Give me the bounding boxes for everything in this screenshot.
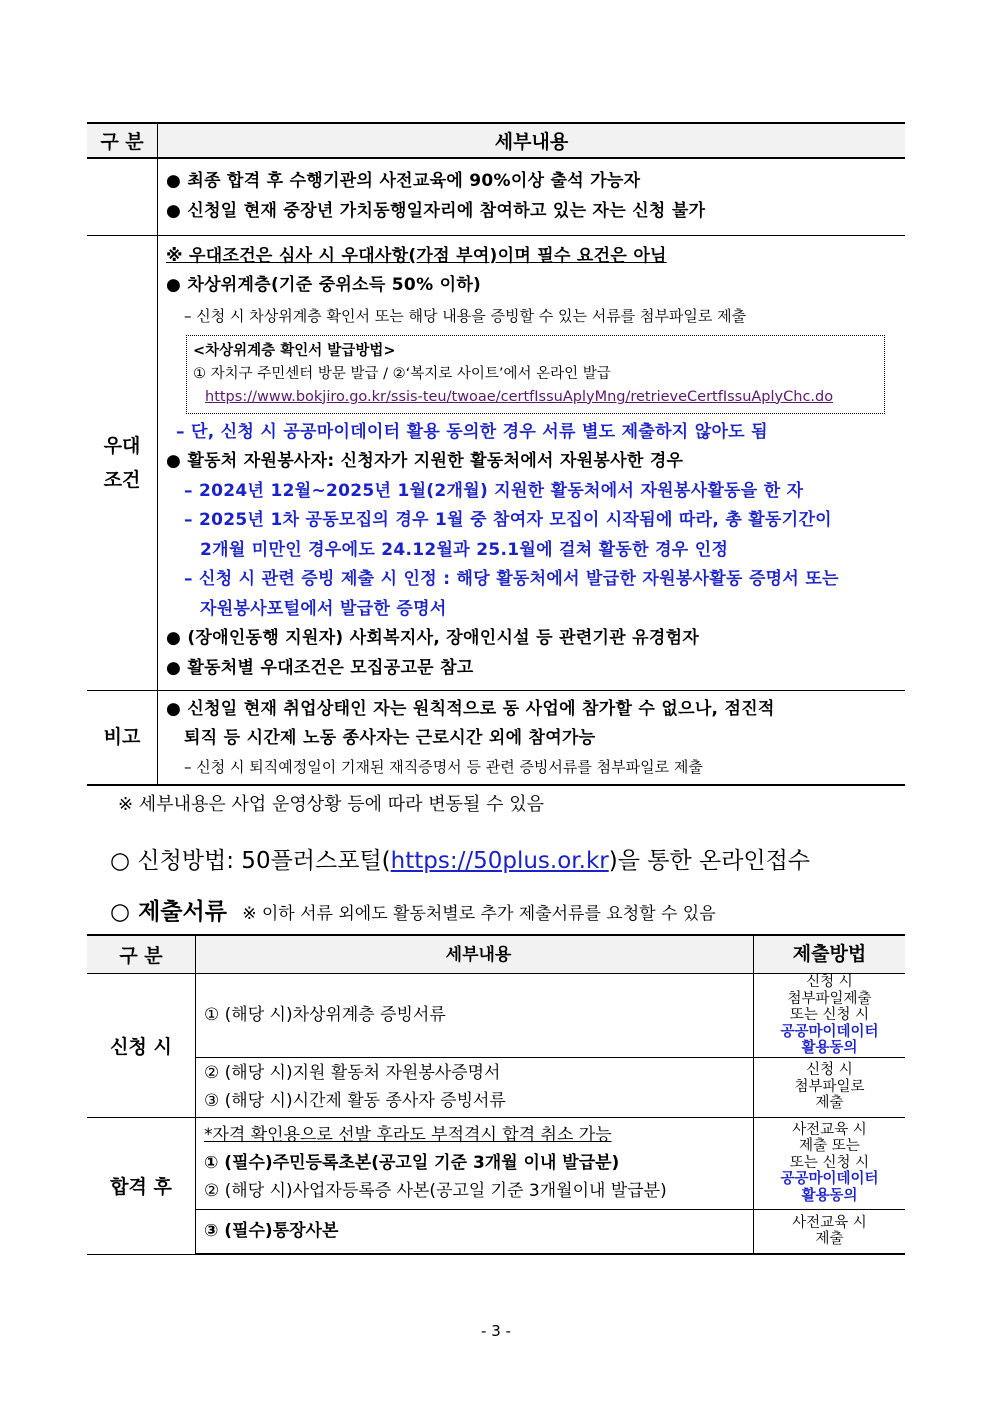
remark-sub: – 신청 시 퇴직예정일이 기재된 재직증명서 등 관련 증빙서류를 첨부파일로 제출 — [184, 757, 703, 776]
volunteer-sub: – 2024년 12월~2025년 1월(2개월) 지원한 활동처에서 자원봉사활동을 한 자 — [184, 480, 804, 501]
pref-disability: (장애인동행 지원자) 사회복지사, 장애인시설 등 관련기관 유경험자 — [187, 628, 700, 649]
docs-heading: ○ 제출서류 ※ 이하 서류 외에도 활동처별로 추가 제출서류를 요청할 수 있음 — [110, 899, 716, 925]
preference-note: ※ 우대조건은 심사 시 우대사항(가점 부여)이며 필수 요건은 아님 — [166, 245, 667, 266]
method-cell: 신청 시 첨부파일제출 또는 신청 시 공공마이데이터 활용동의 — [754, 974, 906, 1058]
pref-low-income: 차상위계층(기준 중위소득 50% 이하) — [187, 275, 482, 296]
pref-volunteer: 활동처 자원봉사자: 신청자가 지원한 활동처에서 자원봉사한 경우 — [187, 451, 684, 472]
remark-1-cont: 퇴직 등 시간제 노동 종사자는 근로시간 외에 참여가능 — [184, 728, 596, 749]
issuance-box — [186, 335, 885, 414]
preference-label: 우대 조건 — [87, 235, 158, 690]
mydata-note: – 단, 신청 시 공공마이데이터 활용 동의한 경우 서류 별도 제출하지 않아도 됨 — [176, 421, 768, 442]
pref-low-income-sub: – 신청 시 차상위계층 확인서 또는 해당 내용을 증빙할 수 있는 서류를 첨부파일로 제출 — [184, 306, 747, 325]
remarks-label: 비고 — [87, 690, 158, 785]
volunteer-sub: 2개월 미만인 경우에도 24.12월과 25.1월에 걸쳐 활동한 경우 인정 — [200, 539, 729, 560]
col-header-category: 구 분 — [87, 123, 158, 158]
section-on-apply: 신청 시 — [87, 974, 196, 1118]
apply-method: ○ 신청방법: 50플러스포털(https://50plus.or.kr)을 통한 온라인접수 — [110, 848, 811, 874]
col-header-details: 세부내용 — [196, 935, 754, 974]
col-header-method: 제출방법 — [754, 935, 906, 974]
doc-item: ② (해당 시)지원 활동처 자원봉사증명서 — [204, 1063, 501, 1083]
doc-item: ① (해당 시)차상위계층 증빙서류 — [196, 974, 754, 1058]
volunteer-sub: – 신청 시 관련 증빙 제출 시 인정 : 해당 활동처에서 발급한 자원봉사활동 증명서 또는 — [184, 569, 839, 590]
col-header-details: 세부내용 — [158, 123, 906, 158]
box-title: <차상위계층 확인서 발급방법> — [193, 342, 396, 359]
box-line: ① 자치구 주민센터 방문 발급 / ②‘복지로 사이트’에서 온라인 발급 — [193, 365, 611, 382]
pref-reference: 활동처별 우대조건은 모집공고문 참고 — [187, 657, 474, 678]
page-number: - 3 - — [481, 1322, 511, 1340]
volunteer-sub: 자원봉사포털에서 발급한 증명서 — [200, 598, 447, 619]
doc-item: ② (해당 시)사업자등록증 사본(공고일 기준 3개월이내 발급분) — [204, 1181, 667, 1201]
bokjiro-link[interactable]: https://www.bokjiro.go.kr/ssis-teu/twoae/certfIssuAplyMng/retrieveCertfIssuAplyChc.do — [205, 388, 834, 405]
eligibility-table: 구 분 세부내용 ● 최종 합격 후 수행기관의 사전교육에 90%이상 출석 가능자 ● 신청일 현재 중장년 가치동행일자리에 참여하고 있는 자는 신청 불가 우대 조건 ※ 우대조건은 심사 시 우대사항(가점 부여)이며 필수 요건은 아님 ● 차상위계층(기준 중위소득 50% 이하) – 신청 시 차상위계층 확인서 또는 해당 내용을 증빙할 수 있는 서류를 첨부파일로 제출 <차상위계층 확인서 발급방법> ① 자치구 주민센터 방문 발급 / ②‘복지로 사이트’에서 온라인 발급 https://www.bokjiro.go.kr/ssis-teu/twoae/certfIssuAplyMng/retrieveCertfIssuAplyChc.do – 단, 신청 시 공공마이데이터 활용 동의한 경우 서류 별도 제출하지 않아도 됨 ● 활동처 자원봉사자: 신청자가 지원한 활동처에서 자원봉사한 경우 – 2024년 12월~2025년 1월(2개월) 지원한 활동처에서 자원봉사활동을 한 자 – 2025년 1차 공동모집의 경우 1월 중 참여자 모집이 시작됨에 따라, 총 활동기간이 2개월 미만인 경우에도 24.12월과 25.1월에 걸쳐 활동한 경우 인정 – 신청 시 관련 증빙 제출 시 인정 : 해당 활동처에서 발급한 자원봉사활동 증명서 또는 자원봉사포털에서 발급한 증명서 ● (장애인동행 지원자) 사회복지사, 장애인시설 등 관련기관 유경험자 ● 활동처별 우대조건은 모집공고문 참고 비고 ● 신청일 현재 취업상태인 자는 원칙적으로 동 사업에 참가할 수 없으나, 점진적 퇴직 등 시간제 노동 종사자는 근로시간 외에 참여가능 – 신청 시 퇴직예정일이 기재된 재직증명서 등 관련 증빙서류를 첨부파일로 제출 — [87, 122, 905, 786]
requirement-2: 신청일 현재 중장년 가치동행일자리에 참여하고 있는 자는 신청 불가 — [187, 200, 706, 221]
documents-table — [87, 934, 905, 1255]
method-cell: 사전교육 시 제출 — [754, 1209, 906, 1254]
footnote: ※ 세부내용은 사업 운영상황 등에 따라 변동될 수 있음 — [118, 794, 545, 815]
doc-item: ③ (필수)통장사본 — [196, 1209, 754, 1254]
doc-item: ③ (해당 시)시간제 활동 종사자 증빙서류 — [204, 1091, 506, 1111]
requirement-1: 최종 합격 후 수행기관의 사전교육에 90%이상 출석 가능자 — [187, 171, 641, 192]
doc-item: ① (필수)주민등록초본(공고일 기준 3개월 이내 발급분) — [204, 1153, 620, 1173]
col-header-category: 구 분 — [87, 935, 196, 974]
remark-1: 신청일 현재 취업상태인 자는 원칙적으로 동 사업에 참가할 수 없으나, 점진적 — [187, 698, 775, 719]
method-cell: 신청 시 첨부파일로 제출 — [754, 1057, 906, 1117]
volunteer-sub: – 2025년 1차 공동모집의 경우 1월 중 참여자 모집이 시작됨에 따라, 총 활동기간이 — [184, 510, 832, 531]
verification-note: *자격 확인용으로 선발 후라도 부적격시 합격 취소 가능 — [204, 1125, 612, 1145]
50plus-link[interactable]: https://50plus.or.kr — [390, 848, 609, 874]
section-after-pass: 합격 후 — [87, 1117, 196, 1254]
method-cell: 사전교육 시 제출 또는 또는 신청 시 공공마이데이터 활용동의 — [754, 1117, 906, 1209]
